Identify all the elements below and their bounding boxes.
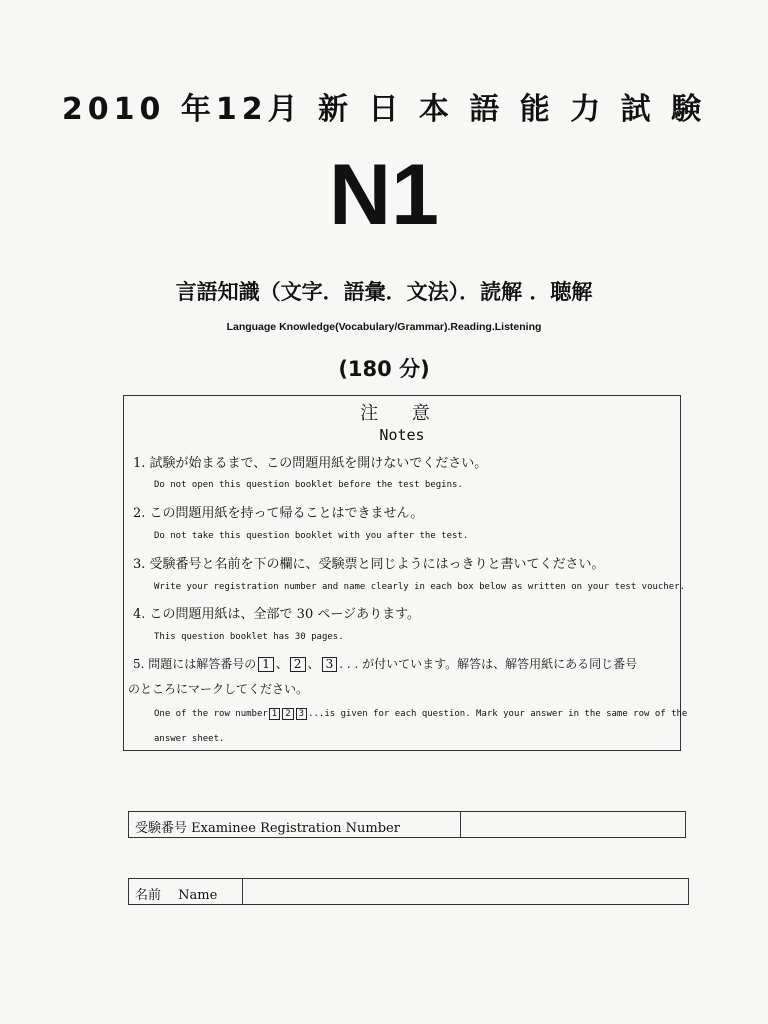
exam-duration: (180 分) [338, 357, 430, 381]
note-item-1-en: Do not open this question booklet before the test begins. [154, 480, 463, 490]
note-item-5 [133, 655, 637, 672]
note-item-5-suffix: . . . が付いています。解答は、解答用紙にある同じ番号 [339, 657, 638, 671]
note-item-1: 1. 試験が始まるまで、この問題用紙を開けないでください。 [133, 456, 488, 471]
registration-number-row [128, 811, 686, 838]
note-item-3-en: Write your registration number and name clearly in each box below as written on your test voucher. [154, 582, 686, 592]
exam-title: 2010 年12月 新 日 本 語 能 力 試 験 [61, 92, 707, 127]
registration-number-label: 受験番号 Examinee Registration Number [129, 812, 461, 837]
notes-title-en: Notes [379, 426, 425, 444]
answer-number-box-1: 1 [258, 657, 274, 672]
notes-title-ja: 注 意 [360, 403, 444, 424]
note-item-5-sep2: 、 [307, 657, 320, 671]
note-item-2: 2. この問題用紙を持って帰ることはできません。 [133, 506, 424, 521]
name-label: 名前 Name [129, 879, 243, 904]
answer-number-box-2: 2 [290, 657, 306, 672]
note-item-5-en-prefix: One of the row number [154, 709, 268, 719]
subject-ja: 言語知識（文字．語彙．文法）．読解 ．聴解 [175, 280, 593, 304]
note-item-5-en [154, 708, 687, 720]
exam-level: N1 [329, 147, 439, 243]
notes-box [123, 395, 688, 751]
answer-number-box-3: 3 [322, 657, 338, 672]
note-item-3: 3. 受験番号と名前を下の欄に、受験票と同じようにはっきりと書いてください。 [133, 557, 605, 572]
subject-en: Language Knowledge(Vocabulary/Grammar).Reading.Listening [226, 321, 542, 333]
note-item-4: 4. この問題用紙は、全部で 30 ページあります。 [133, 607, 421, 622]
name-field[interactable] [243, 879, 688, 904]
answer-number-box-en-1: 1 [269, 708, 280, 720]
note-item-2-en: Do not take this question booklet with you after the test. [154, 531, 469, 541]
note-item-5-sep1: 、 [275, 657, 288, 671]
note-item-5-prefix: 5. 問題には解答番号の [133, 657, 257, 671]
note-item-5-en-suffix: ...is given for each question. Mark your answer in the same row of the [308, 709, 688, 719]
answer-number-box-en-3: 3 [296, 708, 307, 720]
note-item-5-line2: のところにマークしてください。 [128, 682, 309, 696]
name-row [128, 878, 689, 905]
registration-number-field[interactable] [461, 812, 685, 837]
answer-number-box-en-2: 2 [282, 708, 293, 720]
note-item-5-en-line2: answer sheet. [154, 734, 225, 744]
note-item-4-en: This question booklet has 30 pages. [154, 632, 344, 642]
